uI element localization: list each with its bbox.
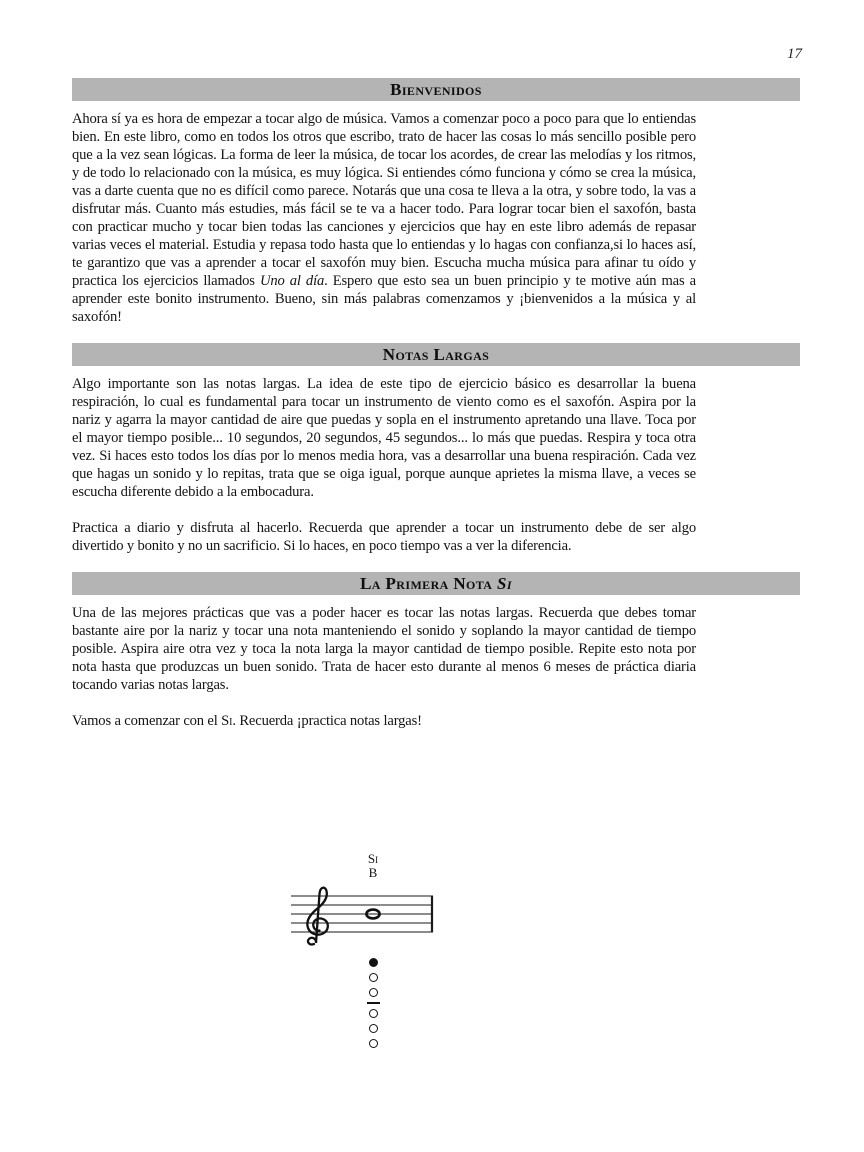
text-run: . Espero que esto sea un buen principio y te motive aún mas a aprender este bonito instrumento. Bueno, sin más palabras comenzamos y ¡bienvenidos a la música y al saxofón!: [72, 273, 696, 325]
heading-text-italic: Si: [497, 574, 512, 593]
text-run: Ahora sí ya es hora de empezar a tocar algo de música. Vamos a comenzar poco a poco para que lo entiendas bien. En este libro, como en todos los otros que escribo, trato de hacer las cosas lo más sencillo posible pero que a la vez sean lógicas. La forma de leer la música, de tocar los acordes, de crear las melodías y los ritmos, y de todo lo relacionado con la música, es muy lógica. Si entiendes cómo funciona y cómo se crea la música, vas a darte cuenta que no es difícil como parece. Notarás que una cosa te lleva a la otra, y sobre todo, la vas a disfrutar más. Cuanto más estudies, más fácil se te va a hacer todo. Para lograr tocar bien el saxofón, basta con practicar mucho y tocar bien todas las canciones y ejercicios que hay en este libro además de repasar varias veces el material. Estudia y repasa todo hasta que lo entiendas y lo hagas con confianza,si lo haces así, te garantizo que vas a aprender a tocar el saxofón muy bien. Escucha mucha música para afinar tu oído y practica los ejercicios llamados: [72, 111, 696, 289]
fingering-key-open: [369, 973, 378, 982]
note-name-label: Si: [367, 851, 379, 866]
page-number: 17: [787, 46, 802, 62]
heading-text: Bienvenidos: [390, 80, 482, 99]
text-run-italic: Uno al día: [259, 273, 325, 289]
page-content: [72, 78, 800, 730]
paragraph-notas-largas-1: [72, 375, 696, 501]
staff: [285, 882, 440, 957]
fingering-key-open: [369, 988, 378, 997]
heading-text: Notas Largas: [382, 345, 490, 364]
section-heading-notas-largas: [72, 343, 800, 366]
paragraph-primera-nota-1: [72, 604, 696, 694]
section-heading-la-primera-nota-si: [72, 572, 800, 595]
text-run: Una de las mejores prácticas que vas a poder hacer es tocar las notas largas. Recuerda que debes tomar bastante aire por la nariz y tocar una nota manteniendo el sonido y soplando la mayor cantidad de tiempo posible. Aspira aire otra vez y toca la nota larga la mayor cantidad de tiempo posible. Repite esto nota por nota hasta que produzcas un buen sonido. Trata de hacer esto durante al menos 6 meses de práctica diaria tocando varias notas largas.: [72, 605, 696, 693]
text-run: Algo importante son las notas largas. La idea de este tipo de ejercicio básico es desarrollar la buena respiración, lo cual es fundamental para tocar un instrumento de viento como es el saxofón. Aspira por la nariz y agarra la mayor cantidad de aire que puedas y sopla en el instrumento apretando una llave. Toca por el mayor tiempo posible... 10 segundos, 20 segundos, 45 segundos... lo más que puedas. Respira y toca otra vez. Si haces esto todos los días por lo menos media hora, vas a desarrollar una buena respiración. Cada vez que hagas un sonido y lo repitas, trata que se oiga igual, porque aunque aprietes la misma llave, a veces se escucha diferente debido a la embocadura.: [72, 376, 696, 500]
text-run: . Recuerda ¡practica notas largas!: [232, 713, 422, 729]
fingering-key-open: [369, 1039, 378, 1048]
heading-text: La Primera Nota: [360, 574, 497, 593]
fingering-divider: [367, 1002, 380, 1004]
paragraph-bienvenidos: [72, 110, 696, 326]
text-run: Practica a diario y disfruta al hacerlo. Recuerda que aprender a tocar un instrumento debe de ser algo divertido y bonito y no un sacrificio. Si lo haces, en poco tiempo vas a ver la diferencia.: [72, 520, 696, 554]
fingering-key-open: [369, 1009, 378, 1018]
fingering-chart: [366, 958, 380, 1048]
paragraph-notas-largas-2: [72, 519, 696, 555]
note-name-inline: Si: [221, 713, 233, 729]
section-heading-bienvenidos: [72, 78, 800, 101]
text-run: Vamos a comenzar con el: [72, 713, 222, 729]
fingering-key-open: [369, 1024, 378, 1033]
paragraph-primera-nota-2: [72, 712, 696, 730]
staff-svg: [285, 882, 440, 957]
note-labels: [353, 852, 393, 880]
fingering-key-closed: [369, 958, 378, 967]
note-letter-label: B: [368, 865, 378, 880]
